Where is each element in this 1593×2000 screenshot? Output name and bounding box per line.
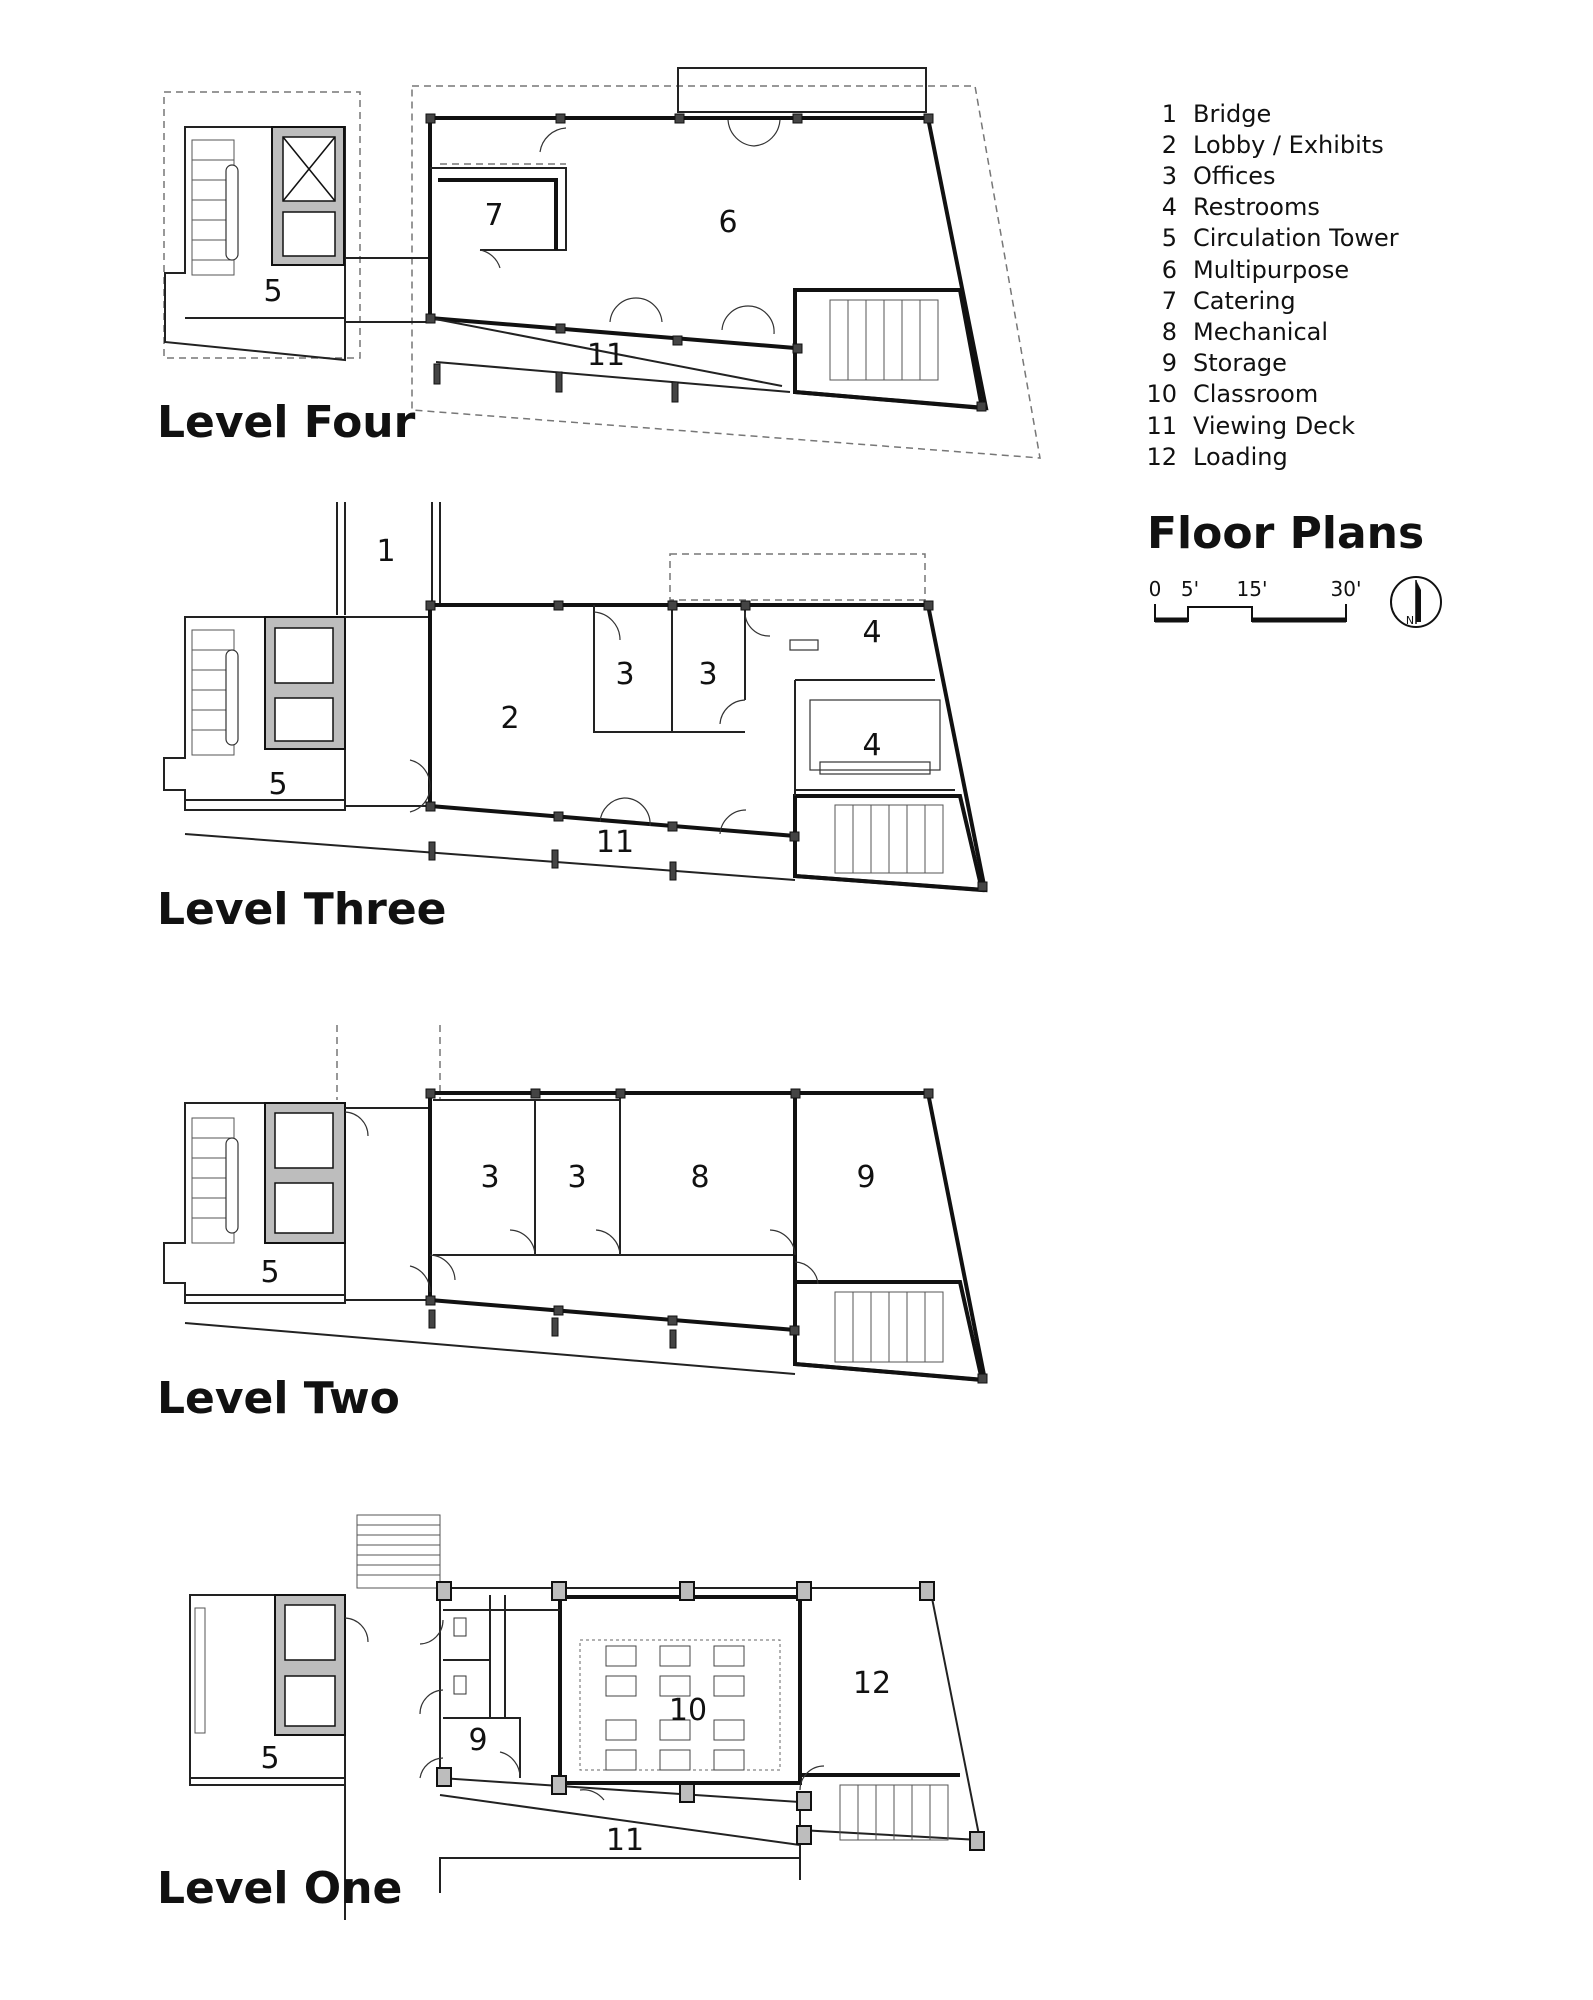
room-label-l1-5: 5 bbox=[260, 1741, 280, 1776]
main-block-l1 bbox=[420, 1582, 984, 1893]
floor-plans-title: Floor Plans bbox=[1147, 508, 1425, 559]
legend-label: Viewing Deck bbox=[1193, 412, 1356, 440]
legend-num: 8 bbox=[1161, 318, 1177, 346]
scale-bar bbox=[1149, 577, 1362, 622]
level-two-title: Level Two bbox=[157, 1373, 400, 1424]
legend bbox=[1146, 100, 1398, 471]
legend-label: Bridge bbox=[1193, 100, 1272, 128]
north-label: N bbox=[1405, 614, 1415, 627]
legend-num: 5 bbox=[1161, 224, 1177, 252]
legend-label: Restrooms bbox=[1193, 193, 1320, 221]
legend-label: Storage bbox=[1193, 349, 1287, 377]
room-label-l2-5: 5 bbox=[260, 1255, 280, 1290]
room-label-l3-4a: 4 bbox=[862, 615, 882, 650]
legend-num: 1 bbox=[1161, 100, 1177, 128]
level-four-title: Level Four bbox=[157, 397, 416, 448]
main-block-l4 bbox=[426, 114, 986, 411]
room-label-l2-3b: 3 bbox=[567, 1160, 587, 1195]
legend-label: Lobby / Exhibits bbox=[1193, 131, 1384, 159]
level-three-title: Level Three bbox=[157, 884, 447, 935]
room-label-l3-3b: 3 bbox=[698, 657, 718, 692]
legend-num: 7 bbox=[1161, 287, 1177, 315]
room-label-l1-12: 12 bbox=[852, 1666, 892, 1701]
level-two-plan bbox=[164, 1025, 987, 1383]
legend-num: 9 bbox=[1161, 349, 1177, 377]
circulation-tower-l4 bbox=[165, 127, 345, 360]
north-arrow-icon bbox=[1391, 577, 1441, 627]
exterior-stair-l1 bbox=[357, 1515, 440, 1588]
room-label-l3-5: 5 bbox=[268, 767, 288, 802]
legend-label: Offices bbox=[1193, 162, 1276, 190]
room-label-l2-3a: 3 bbox=[480, 1160, 500, 1195]
legend-label: Classroom bbox=[1193, 380, 1319, 408]
legend-num: 3 bbox=[1161, 162, 1177, 190]
level-one-plan bbox=[190, 1515, 984, 1920]
room-label-l1-11: 11 bbox=[605, 1823, 645, 1858]
legend-label: Catering bbox=[1193, 287, 1296, 315]
legend-num: 12 bbox=[1146, 443, 1177, 471]
room-label-l1-10: 10 bbox=[668, 1693, 708, 1728]
legend-label: Loading bbox=[1193, 443, 1288, 471]
room-label-l3-1: 1 bbox=[376, 534, 396, 569]
room-label-l4-11: 11 bbox=[586, 338, 626, 373]
level-three-plan bbox=[164, 502, 987, 891]
room-label-l4-7: 7 bbox=[484, 198, 504, 233]
scale-tick-label: 15' bbox=[1236, 577, 1268, 601]
legend-num: 2 bbox=[1161, 131, 1177, 159]
legend-label: Mechanical bbox=[1193, 318, 1329, 346]
room-label-l2-8: 8 bbox=[690, 1160, 710, 1195]
legend-num: 10 bbox=[1146, 380, 1177, 408]
room-label-l3-2: 2 bbox=[500, 701, 520, 736]
circulation-tower-l3 bbox=[164, 617, 345, 810]
level-one-title: Level One bbox=[157, 1863, 403, 1914]
legend-label: Circulation Tower bbox=[1193, 224, 1399, 252]
legend-num: 6 bbox=[1161, 256, 1177, 284]
legend-num: 11 bbox=[1146, 412, 1177, 440]
legend-label: Multipurpose bbox=[1193, 256, 1350, 284]
room-label-l2-9: 9 bbox=[856, 1160, 876, 1195]
legend-num: 4 bbox=[1161, 193, 1177, 221]
scale-tick-label: 0 bbox=[1148, 577, 1162, 601]
scale-tick-label: 30' bbox=[1330, 577, 1362, 601]
room-label-l4-5: 5 bbox=[263, 274, 283, 309]
scale-tick-label: 5' bbox=[1180, 577, 1200, 601]
room-label-l1-9: 9 bbox=[468, 1723, 488, 1758]
room-label-l3-11: 11 bbox=[595, 825, 635, 860]
room-label-l3-3a: 3 bbox=[615, 657, 635, 692]
room-label-l3-4b: 4 bbox=[862, 728, 882, 763]
room-label-l4-6: 6 bbox=[718, 205, 738, 240]
